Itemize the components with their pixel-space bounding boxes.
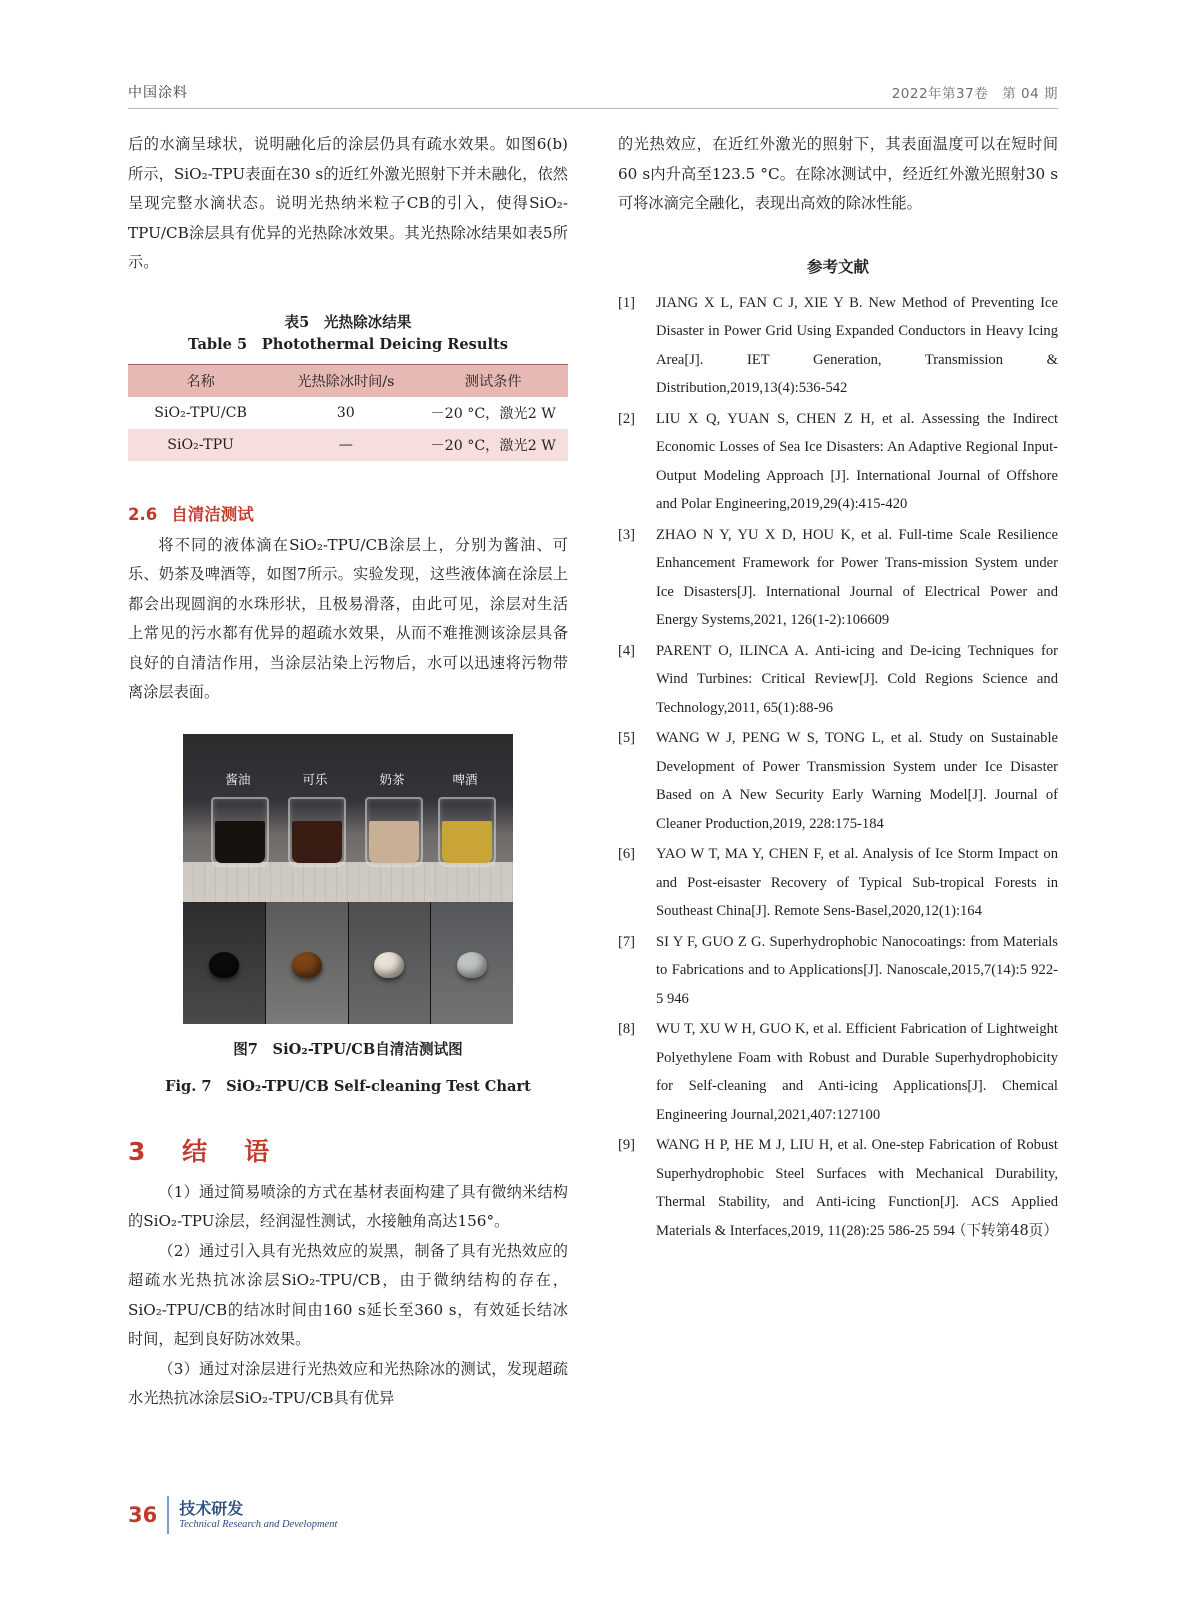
cup-milk-tea [365, 797, 423, 867]
droplet-cell-cola [266, 902, 349, 1024]
droplet-soy-sauce [209, 952, 239, 978]
reference-item [618, 289, 1058, 403]
droplet-row [183, 902, 513, 1024]
issue-info: 2022年第37卷 第 04 期 [891, 86, 1058, 102]
liquid-soy-sauce [215, 821, 265, 863]
journal-name: 中国涂料 [128, 85, 188, 101]
footer-section-en: Technical Research and Development [179, 1518, 338, 1530]
figure-caption-cn: 图7 SiO₂-TPU/CB自清洁测试图 [233, 1040, 463, 1058]
cup-label: 可乐 [302, 771, 328, 787]
footer-section-cn: 技术研发 [179, 1498, 244, 1518]
droplet-milk-tea [374, 952, 404, 978]
section-title: 自清洁测试 [171, 504, 254, 524]
reference-number: [8] [618, 1021, 636, 1037]
conclusion-item-3: （3）通过对涂层进行光热效应和光热除冰的测试，发现超疏水光热抗冰涂层SiO₂-TPU/CB具有优异 [128, 1359, 568, 1407]
droplet-cell-beer [431, 902, 513, 1024]
page-number: 36 [128, 1503, 158, 1527]
reference-text: LIU X Q, YUAN S, CHEN Z H, et al. Assessing the Indirect Economic Losses of Sea Ice Disasters: An Adaptive Regional Input-Output Modeling Approach [J]. International Journal of Offshore and Polar Engineering,2019,29(4):415-420 [656, 410, 1058, 512]
right-paragraph-1: 的光热效应，在近红外激光的照射下，其表面温度可以在短时间60 s内升高至123.5 °C。在除冰测试中，经近红外激光照射30 s可将冰滴完全融化，表现出高效的除冰性能。 [618, 135, 1058, 212]
conclusion-item-2: （2）通过引入具有光热效应的炭黑，制备了具有光热效应的超疏水光热抗冰涂层SiO₂-TPU/CB，由于微纳结构的存在，SiO₂-TPU/CB的结冰时间由160 s延长至360 s，有效延长结冰时间，起到良好防冰效果。 [128, 1241, 568, 1348]
droplet-beer [457, 952, 487, 978]
reference-number: [9] [618, 1137, 636, 1153]
liquid-beer [442, 821, 492, 863]
table-cell: －20 °C，激光2 W [430, 405, 556, 422]
reference-item [618, 1015, 1058, 1129]
cup-beer [438, 797, 496, 867]
reference-number: [1] [618, 294, 636, 311]
cup-label: 酱油 [225, 771, 251, 787]
reference-item [618, 928, 1058, 1014]
right-column [618, 130, 1058, 1240]
table-row [128, 429, 568, 461]
liquid-milk-tea [369, 821, 419, 863]
section-number: 2.6 [128, 504, 158, 524]
reference-text: SI Y F, GUO Z G. Superhydrophobic Nanocoatings: from Materials to Fabrications and to Applications[J]. Nanoscale,2015,7(14):5 922-5 946 [656, 933, 1058, 1007]
reference-number: [4] [618, 642, 636, 659]
cup-label: 啤酒 [452, 771, 478, 787]
section-heading-2-6 [128, 501, 568, 525]
left-column [128, 130, 568, 1414]
reference-number: [2] [618, 410, 636, 427]
cup-soy-sauce [211, 797, 269, 867]
figure-caption-en: Fig. 7 SiO₂-TPU/CB Self-cleaning Test Chart [165, 1077, 531, 1095]
page-header [128, 82, 1058, 109]
table-header-row [128, 364, 568, 397]
references-heading: 参考文献 [806, 256, 869, 276]
droplet-cell-milk-tea [349, 902, 432, 1024]
table-5-block [128, 312, 568, 461]
droplet-cola [292, 952, 322, 978]
liquid-cola [292, 821, 342, 863]
footer-divider [167, 1496, 169, 1534]
droplet-cell-soy-sauce [183, 902, 266, 1024]
conclusion-heading [128, 1132, 568, 1168]
reference-number: [7] [618, 933, 636, 950]
table-cell: — [273, 429, 418, 461]
figure-7-image [183, 734, 513, 1024]
reference-item [618, 405, 1058, 519]
reference-text: YAO W T, MA Y, CHEN F, et al. Analysis of Ice Storm Impact on and Post-eisaster Recovery of Typical Sub-tropical Forests in Southeast China[J]. Remote Sens-Basel,2020,12(1):164 [656, 846, 1058, 919]
figure-grid-surface [183, 862, 513, 902]
reference-text: WANG W J, PENG W S, TONG L, et al. Study on Sustainable Development of Power Transmission System under Ice Disaster Based on A New Security Early Warning Model[J]. Journal of Cleaner Production,2019, 228:175-184 [656, 730, 1058, 832]
conclusion-number: 3 [128, 1136, 152, 1166]
page-footer [128, 1496, 337, 1534]
photothermal-deicing-table [128, 364, 568, 461]
conclusion-title: 结 语 [182, 1136, 276, 1166]
reference-text: ZHAO N Y, YU X D, HOU K, et al. Full-time Scale Resilience Enhancement Framework for Power Trans-mission System under Ice Disasters[J]. International Journal of Electrical Power and Energy Systems,2021, 126(1-2):106609 [656, 526, 1058, 628]
reference-number: [6] [618, 846, 636, 862]
reference-text: PARENT O, ILINCA A. Anti-icing and De-icing Techniques for Wind Turbines: Critical Review[J]. Cold Regions Science and Technology,2011, 65(1):88-96 [656, 642, 1058, 716]
continuation-note: （下转第48页） [951, 1222, 1058, 1239]
table-header-cell: 名称 [128, 364, 273, 397]
reference-text: WU T, XU W H, GUO K, et al. Efficient Fabrication of Lightweight Polyethylene Foam with Robust and Durable Superhydrophobicity for Self-cleaning and Anti-icing Applications[J]. Chemical Engineering Journal,2021,407:127100 [656, 1021, 1058, 1123]
reference-text: JIANG X L, FAN C J, XIE Y B. New Method of Preventing Ice Disaster in Power Grid Using Expanded Conductors in Heavy Icing Area[J]. IET Generation, Transmission & Distribution,2019,13(4):536-542 [656, 294, 1058, 396]
conclusion-item-1: （1）通过简易喷涂的方式在基材表面构建了具有微纳米结构的SiO₂-TPU涂层，经润湿性测试，水接触角高达156°。 [128, 1182, 568, 1230]
table-header-cell: 测试条件 [418, 364, 568, 397]
table-cell: SiO₂-TPU [128, 429, 273, 461]
table-title-en: Table 5 Photothermal Deicing Results [188, 335, 508, 353]
table-cell: －20 °C，激光2 W [418, 429, 568, 461]
reference-number: [5] [618, 730, 636, 746]
left-paragraph-1: 后的水滴呈球状，说明融化后的涂层仍具有疏水效果。如图6(b)所示，SiO₂-TPU表面在30 s的近红外激光照射下并未融化，依然呈现完整水滴状态。说明光热纳米粒子CB的引入，使得SiO₂-TPU/CB涂层具有优异的光热除冰效果。其光热除冰结果如表5所示。 [128, 135, 568, 271]
figure-7 [128, 734, 568, 1098]
reference-item [618, 637, 1058, 723]
reference-number: [3] [618, 526, 636, 543]
reference-item [618, 521, 1058, 635]
cup-label: 奶茶 [379, 771, 405, 787]
reference-text: WANG H P, HE M J, LIU H, et al. One-step Fabrication of Robust Superhydrophobic Steel Surfaces with Mechanical Durability, Thermal Stability, and Anti-icing Function[J]. ACS Applied Materials & Interfaces,2019, 11(28):25 586-25 594 [656, 1137, 1058, 1239]
cup-cola [288, 797, 346, 867]
table-cell: SiO₂-TPU/CB [154, 404, 247, 421]
reference-item [618, 840, 1058, 926]
section-2-6-paragraph: 将不同的液体滴在SiO₂-TPU/CB涂层上，分别为酱油、可乐、奶茶及啤酒等，如图7所示。实验发现，这些液体滴在涂层上都会出现圆润的水珠形状，且极易滑落，由此可见，涂层对生活上常见的污水都有优异的超疏水效果，从而不难推测该涂层具备良好的自清洁作用，当涂层沾染上污物后，水可以迅速将污物带离涂层表面。 [128, 535, 568, 701]
table-title-cn: 表5 光热除冰结果 [284, 313, 412, 331]
table-row [128, 397, 568, 429]
table-header-cell: 光热除冰时间/s [273, 364, 418, 397]
table-cell: 30 [336, 404, 355, 421]
reference-item [618, 724, 1058, 838]
